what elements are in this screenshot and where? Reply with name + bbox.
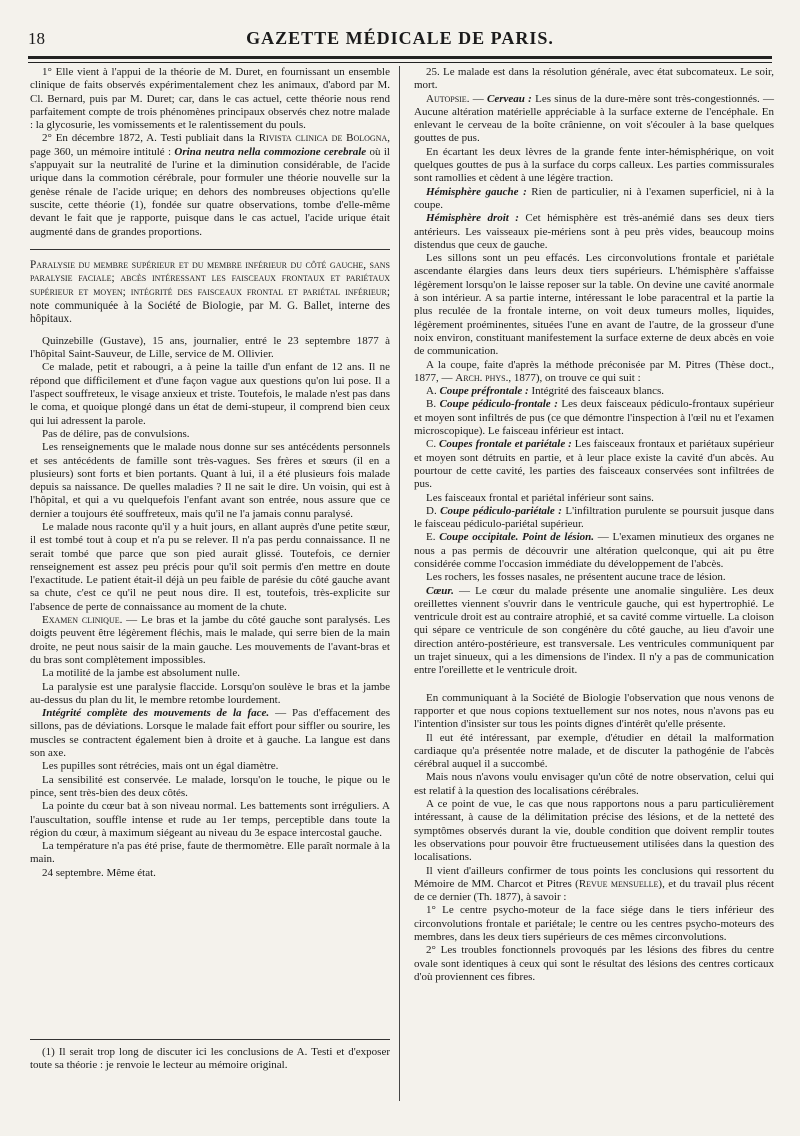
right-column bbox=[414, 66, 774, 984]
paragraph: En écartant les deux lèvres de la grande fente inter-hémisphérique, on voit quelques gouttes de pus à la surface du corps calleux. Les parties commissurales sont ramollies et cèdent à une légère traction. bbox=[414, 145, 774, 185]
paragraph: 2° Les troubles fonctionnels provoqués par les lésions des fibres du centre ovale sont identiques à ceux qui sont le résultat des lésions des centres corticaux d'où proviennent ces fibres. bbox=[414, 944, 774, 983]
page-header bbox=[28, 28, 772, 54]
page-number: 18 bbox=[28, 29, 45, 48]
section-separator bbox=[30, 249, 390, 250]
section-label: Hémisphère gauche : bbox=[426, 185, 527, 198]
paragraph: Examen clinique. — Le bras et la jambe du côté gauche sont paralysés. Les doigts peuvent être légèrement fléchis, mais le malade, qui serre bien de la main droite, ne peut nous saisir de la main gauche. Les mouvements de l'avant-bras et du bras sont complètement impossibles. bbox=[30, 614, 390, 666]
paragraph: Les renseignements que le malade nous donne sur ses antécédents personnels et ses antécédents de famille sont très-vagues. Ses frères et sœurs (il en a plusieurs) sont forts et bien portants. Quant à lui, il a été plusieurs fois malade depuis sa naissance. De quelles maladies ? Il ne sait le dire. Un voisin, qui est à l'hôpital, et qui a vu quelquefois l'enfant avant son entrée, nous assure que ce dernier a toujours été souffreteux, mais qu'il ne l'a jamais connu paralysé. bbox=[30, 441, 390, 520]
paragraph: 1° Le centre psycho-moteur de la face siége dans le tiers inférieur des circonvolutions frontale et pariétale; le centre ou les centres psycho-moteurs des membres, dans les deux tiers supérieurs de ces mêmes circonvolutions. bbox=[414, 904, 774, 943]
paragraph: A ce point de vue, le cas que nous rapportons nous a paru particulièrement intéressant, à cause de la délimitation précise des lésions, et de la netteté des symptômes observés durant la vie, double condition que doivent remplir toutes les observations pour pouvoir être fructueusement utilisées dans la question des localisations. bbox=[414, 798, 774, 864]
paragraph: Les sillons sont un peu effacés. Les circonvolutions frontale et pariétale ascendante élargies dans leurs deux tiers supérieurs. L'hémisphère s'affaisse légèrement lorsqu'on le laisse reposer sur la table. On devine une cavité anormale à son intérieur. A sa partie interne, intéressant le lobe paracentral et la partie la plus reculée de la frontale interne, on voit deux tumeurs molles, liquides, légèrement proéminentes, situées l'une en avant de l'autre, de la grosseur d'une noix environ, constituant manifestement la surface externe de deux abcès en voie de communication. bbox=[414, 252, 774, 358]
paragraph: Les faisceaux frontal et pariétal inférieur sont sains. bbox=[426, 491, 654, 504]
paragraph: Hémisphère droit : Cet hémisphère est très-anémié dans ses deux tiers antérieurs. Les vaisseaux pie-mériens sont à peu près vides, beaucoup moins distendus que ceux de gauche. bbox=[414, 212, 774, 251]
paragraph: Autopsie. — Cerveau : Les sinus de la dure-mère sont très-congestionnés. — Aucune altération matérielle appréciable à la surface externe de l'encéphale. En enlevant le cerveau de la boîte crânienne, on voit s'écouler à la base quelques gouttes de pus. bbox=[414, 92, 775, 145]
paragraph: La paralysie est une paralysie flaccide. Lorsqu'on soulève le bras et la jambe au-dessus du plan du lit, le membre retombe lourdement. bbox=[30, 680, 390, 706]
paragraph: D. Coupe pédiculo-pariétale : L'infiltration purulente se poursuit jusque dans le faisceau pédiculo-pariétal supérieur. bbox=[414, 504, 775, 531]
section-label: Autopsie. bbox=[426, 92, 470, 105]
paragraph: Il eut été intéressant, par exemple, d'étudier en détail la malformation cardiaque qu'a présentée notre malade, et de discuter la pathogénie de l'abcès cérébral auquel il a succombé. bbox=[414, 731, 774, 771]
section-label: Hémisphère droit : bbox=[426, 212, 519, 225]
section-label: Coupe pédiculo-pariétale : bbox=[440, 504, 562, 517]
section-sublabel: Cerveau : bbox=[487, 92, 532, 105]
paragraph: Il vient d'ailleurs confirmer de tous points les conclusions qui ressortent du Mémoire de MM. Charcot et Pitres (Revue mensuelle), et du travail plus récent de ce dernier (Th. 1877), à savoir : bbox=[414, 864, 774, 904]
journal-name: Rivista clinica de Bologna bbox=[258, 132, 388, 145]
paragraph: La température n'a pas été prise, faute de thermomètre. Elle paraît normale à la main. bbox=[30, 840, 390, 866]
paragraph: Intégrité complète des mouvements de la face. — Pas d'effacement des sillons, pas de déviations. Lorsque le malade fait effort pour siffler ou sourire, les muscles se contractent également bien à droite et à gauche. La langue est dans son axe. bbox=[30, 707, 390, 760]
section-label: Intégrité complète des mouvements de la face. bbox=[42, 707, 270, 720]
footnote-rule bbox=[30, 1039, 390, 1040]
paragraph: Quinzebille (Gustave), 15 ans, journalier, entré le 23 septembre 1877 à l'hôpital Saint-Sauveur, de Lille, service de M. Ollivier. bbox=[30, 334, 390, 361]
section-label: Coupe pédiculo-frontale : bbox=[439, 398, 558, 411]
paragraph: 2° En décembre 1872, A. Testi publiait dans la Rivista clinica de Bologna, page 360, un mémoire intitulé : Orina neutra nella commozione cerebrale où il s'appuyait sur la neutralité de l'urine et la diminution considérable, de l'acide urique dans la commotion cérébrale, pour formuler une théorie nouvelle sur la genèse rénale de l'acide urique; en dehors des nombreuses objections qu'elle suscite, cette théorie (1), fondée sur quatre observations, tombe d'elle-même devant le fait que je rapporte, puisque dans le cas actuel, l'acide urique était augmenté dans de grandes proportions. bbox=[30, 132, 390, 238]
paragraph: La motilité de la jambe est absolument nulle. bbox=[42, 667, 240, 680]
section-label: Cœur. bbox=[426, 584, 454, 597]
column-divider bbox=[399, 66, 400, 1101]
paragraph: Ce malade, petit et rabougri, a à peine la taille d'un enfant de 12 ans. Il ne répond que difficilement et d'une façon vague aux questions qu'on lui pose. Il a l'aspect souffreteux, le visage anxieux et triste. Toutefois, le malade n'est pas dans le coma, et quoique plongé dans un état de demi-stupeur, il comprend bien ceux qui lui adressent la parole. bbox=[30, 361, 390, 427]
paragraph: C. Coupes frontale et pariétale : Les faisceaux frontaux et pariétaux supérieur et moyen sont détruits en partie, et à leur place existe la cavité d'un abcès. Au pourtour de cette cavité, les parties des faisceaux conservées sont infiltrées de pus. bbox=[414, 438, 775, 491]
paragraph: B. Coupe pédiculo-frontale : Les deux faisceaux pédiculo-frontaux supérieur et moyen sont infiltrés de pus (ce que démontre l'inspection à l'œil nu et l'examen microscopique). Le faisceau inférieur est intact. bbox=[414, 398, 774, 438]
paragraph: Les rochers, les fosses nasales, ne présentent aucune trace de lésion. bbox=[426, 571, 726, 584]
footnote: (1) Il serait trop long de discuter ici les conclusions de A. Testi et d'exposer toute sa théorie : je renvoie le lecteur au mémoire original. bbox=[30, 1046, 390, 1072]
paragraph: La pointe du cœur bat à son niveau normal. Les battements sont irréguliers. A l'auscultation, souffle intense et rude au 1er temps, perceptible dans toute la région du cœur, à maximum siégeant au niveau du 3e espace intercostal gauche. bbox=[30, 800, 390, 839]
header-rule-thick bbox=[28, 56, 772, 59]
paragraph: La sensibilité est conservée. Le malade, lorsqu'on le touche, le pique ou le pince, sent très-bien des deux côtés. bbox=[30, 773, 390, 799]
left-column bbox=[30, 66, 390, 880]
header-rule-thin bbox=[28, 62, 772, 63]
paragraph: A. Coupe préfrontale : Intégrité des faisceaux blancs. bbox=[426, 385, 664, 398]
paragraph: A la coupe, faite d'après la méthode préconisée par M. Pitres (Thèse doct., 1877, — Arch. phys., 1877), on trouve ce qui suit : bbox=[414, 358, 774, 384]
article-title: Paralysie du membre supérieur et du membre inférieur du côté gauche, sans paralysie faciale; abcès intéressant les faisceaux frontaux et pariétaux supérieur et moyen; intégrité des faisceaux frontal et pariétal inférieur; note communiquée à la Société de Biologie, par M. G. Ballet, interne des hôpitaux. bbox=[30, 258, 390, 326]
paragraph: 1° Elle vient à l'appui de la théorie de M. Duret, en fournissant un ensemble clinique de faits observés expérimentalement chez les animaux, d'abord par M. Cl. Bernard, puis par M. Duret; car, dans le cas actuel, cette théorie nous rend parfaitement compte de trois phénomènes principaux observés chez notre malade : la glycosurie, les vomissements et le ralentissement du pouls. bbox=[30, 66, 390, 132]
journal-name: Revue mensuelle bbox=[578, 877, 659, 890]
paragraph: E. Coupe occipitale. Point de lésion. — L'examen minutieux des organes ne nous a pas permis de découvrir une altération quelconque, qui ait pu être considérée comme l'occasion immédiate du développement de l'abcès. bbox=[414, 531, 774, 570]
paragraph: Cœur. — Le cœur du malade présente une anomalie singulière. Les deux oreillettes viennent s'ouvrir dans le ventricule gauche, qui est hypertrophié. Le ventricule droit est au contraire atrophié, et sa cavité comme virtuelle. La cloison qui sépare ce ventricule de son congénère du côté gauche, au lieu d'avoir une direction antéro-postérieure, est transversale. Les ventricules communiquent par un trajet sinueux, qui a les dimensions de l'index. Il n'y a pas de communication entre l'oreillette et le ventricule droit. bbox=[414, 584, 774, 677]
section-label: Coupe préfrontale : bbox=[439, 385, 529, 398]
paragraph: Hémisphère gauche : Rien de particulier, ni à l'examen superficiel, ni à la coupe. bbox=[414, 185, 774, 211]
paragraph: Les pupilles sont rétrécies, mais ont un égal diamètre. bbox=[42, 760, 279, 773]
paragraph: 24 septembre. Même état. bbox=[42, 866, 156, 879]
section-label: Examen clinique. bbox=[42, 614, 123, 627]
section-label: Coupe occipitale. Point de lésion. bbox=[439, 531, 595, 544]
paragraph: Mais nous n'avons voulu envisager qu'un côté de notre observation, celui qui est relatif à la question des localisations cérébrales. bbox=[414, 771, 774, 797]
memoir-title: Orina neutra nella commozione cerebrale bbox=[174, 145, 367, 158]
paragraph: En communiquant à la Société de Biologie l'observation que nous venons de rapporter et que nous copions textuellement sur nos notes, nous n'avons pas eu l'intention d'insister sur tous les points dignes d'intérêt qu'elle présente. bbox=[414, 691, 774, 731]
paragraph: 25. Le malade est dans la résolution générale, avec état subcomateux. Le soir, mort. bbox=[414, 66, 774, 92]
paragraph: Pas de délire, pas de convulsions. bbox=[42, 427, 190, 440]
journal-name: Arch. phys. bbox=[455, 371, 509, 384]
section-label: Coupes frontale et pariétale : bbox=[439, 438, 572, 451]
paragraph: Le malade nous raconte qu'il y a huit jours, en allant auprès d'une petite sœur, il est tombé tout à coup et n'a pu se relever. Il n'a pas perdu connaissance. Il ne serait tombé que parce que son pied aurait glissé. Toutefois, ce dernier renseignement est assez peu précis pour qu'il soit permis d'en mettre en doute l'exactitude. Le patient était-il déjà un peu faible de parésie du côté gauche avant sa chute, c'est ce qu'il ne peut nous dire. Il est, toutefois, très-explicite sur l'absence de perte de connaissance au moment de la chute. bbox=[30, 520, 390, 613]
journal-title: GAZETTE MÉDICALE DE PARIS. bbox=[246, 28, 554, 48]
